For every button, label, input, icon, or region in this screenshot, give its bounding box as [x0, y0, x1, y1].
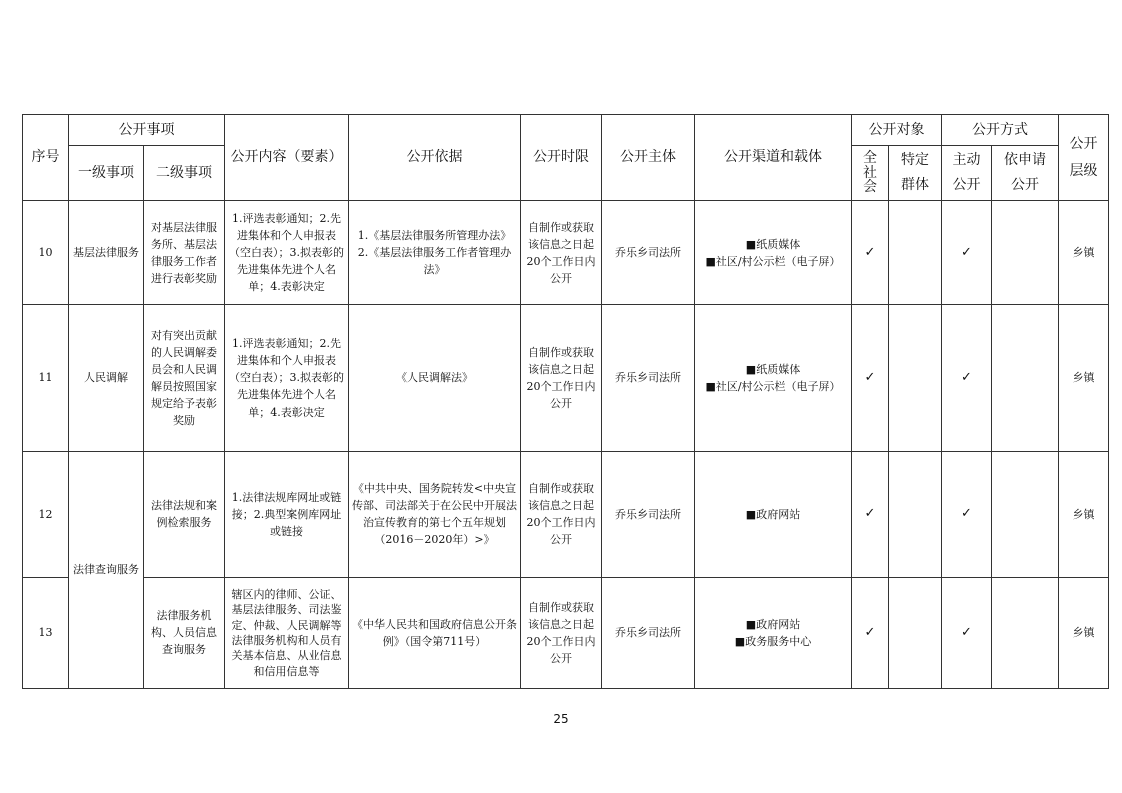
header-level1: 一级事项 — [69, 146, 144, 201]
row-seq: 13 — [23, 577, 69, 688]
check-specific-group — [889, 577, 942, 688]
table-row — [23, 201, 1109, 305]
disclosure-table — [22, 114, 1109, 689]
header-method-request: 依申请 公开 — [992, 146, 1059, 201]
header-level — [1059, 115, 1109, 201]
channel-item: ■社区/村公示栏（电子屏） — [705, 254, 841, 268]
row-time-limit: 自制作或获取该信息之日起20个工作日内公开 — [521, 577, 602, 688]
row-level: 乡镇 — [1059, 201, 1109, 305]
check-on-request — [992, 305, 1059, 451]
row-subject: 乔乐乡司法所 — [602, 305, 695, 451]
row-level: 乡镇 — [1059, 451, 1109, 577]
header-method-active: 主动 公开 — [942, 146, 992, 201]
row-level2: 法律法规和案例检索服务 — [144, 451, 225, 577]
channel-item: ■政府网站 — [745, 617, 801, 631]
row-subject: 乔乐乡司法所 — [602, 577, 695, 688]
channel-item: ■纸质媒体 — [745, 237, 801, 251]
row-content: 辖区内的律师、公证、基层法律服务、司法鉴定、仲裁、人民调解等法律服务机构和人员有关基本信息、从业信息和信用信息等 — [225, 577, 349, 688]
row-seq: 11 — [23, 305, 69, 451]
header-channel: 公开渠道和载体 — [695, 115, 852, 201]
row-basis: 1.《基层法律服务所管理办法》 2.《基层法律服务工作者管理办法》 — [349, 201, 521, 305]
table-row — [23, 577, 1109, 688]
row-level2: 对基层法律服务所、基层法律服务工作者进行表彰奖励 — [144, 201, 225, 305]
row-content: 1.评选表彰通知；2.先进集体和个人申报表（空白表）；3.拟表彰的先进集体先进个人名单；4.表彰决定 — [225, 305, 349, 451]
check-active: ✓ — [942, 305, 992, 451]
channel-item: ■纸质媒体 — [745, 362, 801, 376]
header-audience: 公开对象 — [852, 115, 942, 146]
row-seq: 10 — [23, 201, 69, 305]
channel-item: ■社区/村公示栏（电子屏） — [705, 379, 841, 393]
header-basis: 公开依据 — [349, 115, 521, 201]
check-all-society: ✓ — [852, 305, 889, 451]
check-active: ✓ — [942, 577, 992, 688]
row-subject: 乔乐乡司法所 — [602, 201, 695, 305]
header-level-line2: 层级 — [1069, 162, 1098, 179]
check-all-society: ✓ — [852, 201, 889, 305]
check-active: ✓ — [942, 201, 992, 305]
row-channels — [695, 577, 852, 688]
check-on-request — [992, 577, 1059, 688]
row-channels — [695, 201, 852, 305]
row-level2: 法律服务机构、人员信息查询服务 — [144, 577, 225, 688]
check-specific-group — [889, 201, 942, 305]
check-all-society: ✓ — [852, 451, 889, 577]
row-level: 乡镇 — [1059, 577, 1109, 688]
row-time-limit: 自制作或获取该信息之日起20个工作日内公开 — [521, 201, 602, 305]
table-row — [23, 305, 1109, 451]
header-matters: 公开事项 — [69, 115, 225, 146]
row-level1: 法律查询服务 — [69, 451, 144, 688]
header-audience-all: 全 社 会 — [852, 146, 889, 201]
row-channels — [695, 451, 852, 577]
header-method: 公开方式 — [942, 115, 1059, 146]
page-number: 25 — [553, 712, 569, 726]
row-basis: 《中华人民共和国政府信息公开条例》（国令第711号） — [349, 577, 521, 688]
row-seq: 12 — [23, 451, 69, 577]
check-on-request — [992, 201, 1059, 305]
header-level-line1: 公开 — [1069, 135, 1098, 152]
row-basis: 《人民调解法》 — [349, 305, 521, 451]
header-subject: 公开主体 — [602, 115, 695, 201]
row-time-limit: 自制作或获取该信息之日起20个工作日内公开 — [521, 305, 602, 451]
row-level: 乡镇 — [1059, 305, 1109, 451]
row-level1: 基层法律服务 — [69, 201, 144, 305]
check-active: ✓ — [942, 451, 992, 577]
row-content: 1.法律法规库网址或链接；2.典型案例库网址或链接 — [225, 451, 349, 577]
row-level1: 人民调解 — [69, 305, 144, 451]
channel-item: ■政府网站 — [745, 507, 801, 521]
row-content: 1.评选表彰通知；2.先进集体和个人申报表（空白表）；3.拟表彰的先进集体先进个人名单；4.表彰决定 — [225, 201, 349, 305]
header-seq: 序号 — [23, 115, 69, 201]
header-time-limit: 公开时限 — [521, 115, 602, 201]
table-row — [23, 451, 1109, 577]
row-channels — [695, 305, 852, 451]
channel-item: ■政务服务中心 — [734, 634, 812, 648]
row-basis: 《中共中央、国务院转发<中央宣传部、司法部关于在公民中开展法治宣传教育的第七个五年规划（2016－2020年）>》 — [349, 451, 521, 577]
header-level2: 二级事项 — [144, 146, 225, 201]
check-on-request — [992, 451, 1059, 577]
check-specific-group — [889, 451, 942, 577]
header-audience-specific: 特定 群体 — [889, 146, 942, 201]
row-subject: 乔乐乡司法所 — [602, 451, 695, 577]
header-content: 公开内容（要素） — [225, 115, 349, 201]
row-level2: 对有突出贡献的人民调解委员会和人民调解员按照国家规定给予表彰奖励 — [144, 305, 225, 451]
check-all-society: ✓ — [852, 577, 889, 688]
check-specific-group — [889, 305, 942, 451]
row-time-limit: 自制作或获取该信息之日起20个工作日内公开 — [521, 451, 602, 577]
